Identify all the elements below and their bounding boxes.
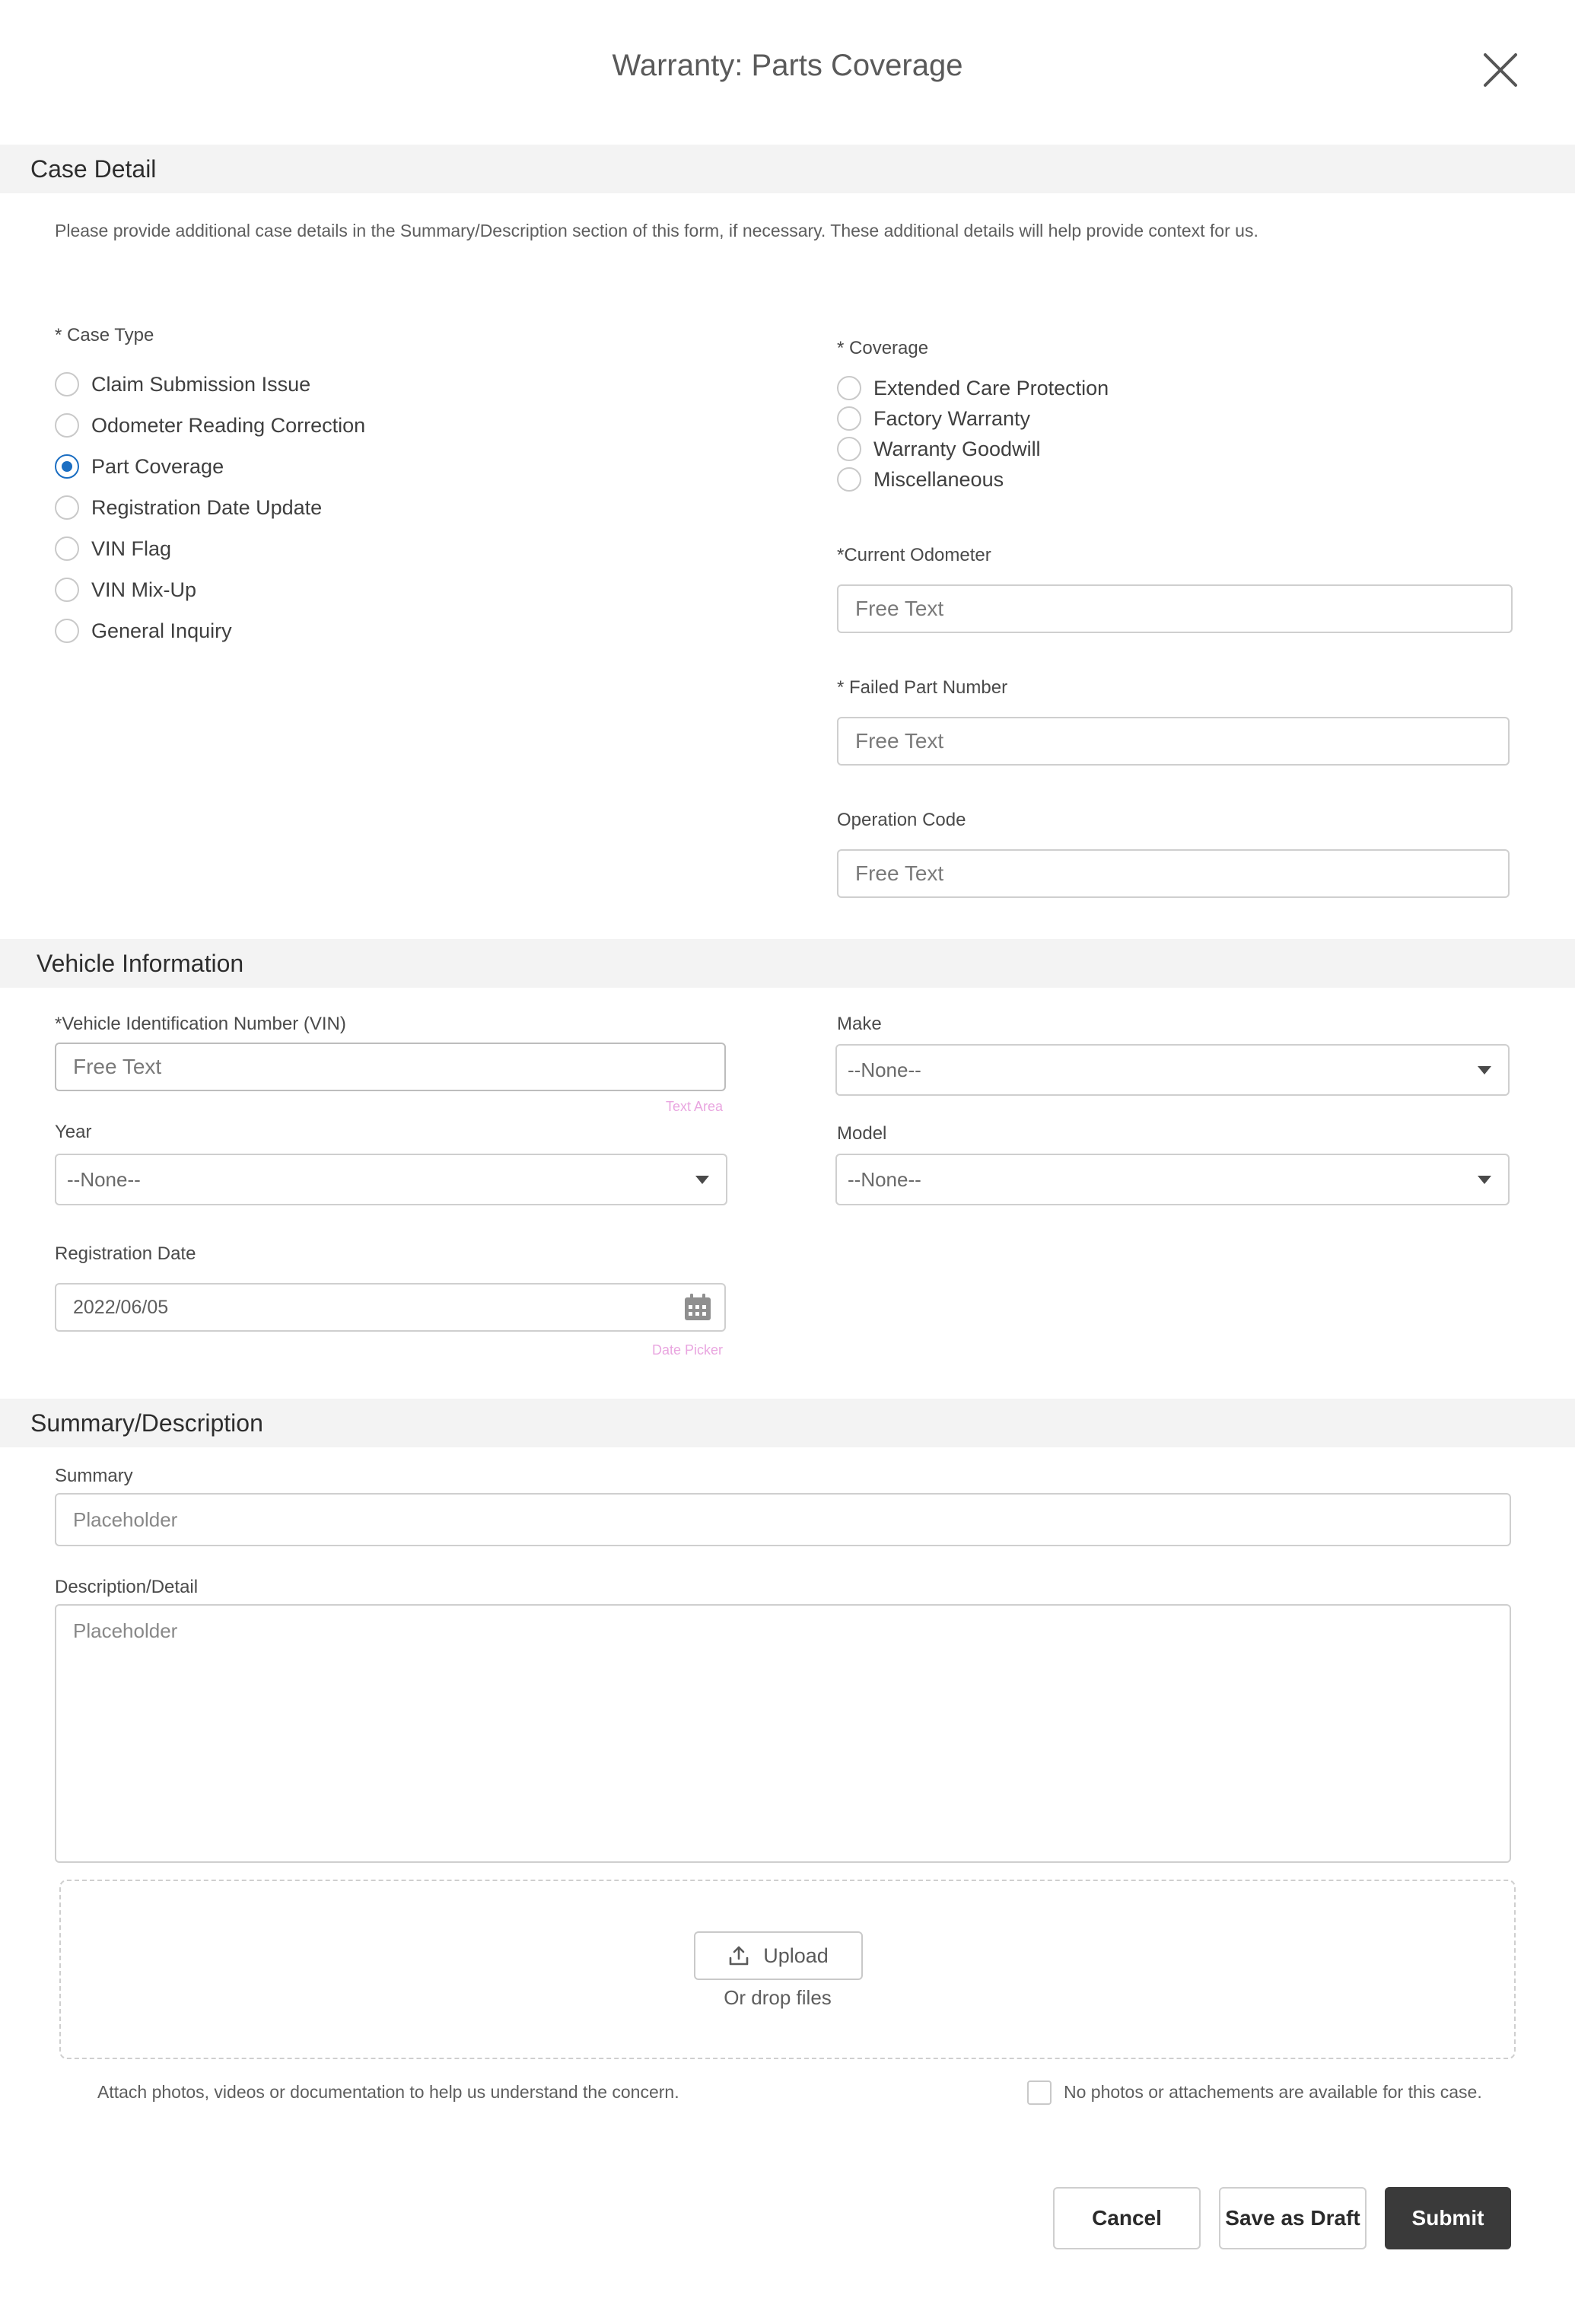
radio-button[interactable] — [55, 495, 79, 520]
radio-button[interactable] — [837, 437, 861, 461]
coverage-radio-group — [837, 373, 1109, 495]
registration-date-label: Registration Date — [55, 1243, 196, 1264]
summary-input[interactable] — [55, 1493, 1511, 1546]
date-picker-hint: Date Picker — [651, 1342, 723, 1358]
select-value: --None-- — [67, 1167, 141, 1191]
radio-vin-mix-up[interactable] — [55, 569, 365, 610]
select-value: --None-- — [848, 1167, 921, 1191]
radio-label: General Inquiry — [91, 619, 232, 642]
chevron-down-icon — [1478, 1176, 1491, 1184]
model-label: Model — [837, 1123, 887, 1144]
radio-label: Extended Care Protection — [873, 376, 1109, 400]
chevron-down-icon — [1478, 1066, 1491, 1074]
radio-label: Registration Date Update — [91, 495, 323, 519]
upload-icon — [728, 1945, 749, 1966]
radio-factory-warranty[interactable] — [837, 403, 1109, 434]
year-select[interactable] — [55, 1154, 727, 1205]
section-title-summary-description: Summary/Description — [30, 1409, 263, 1437]
select-value: --None-- — [848, 1058, 921, 1081]
radio-label: Odometer Reading Correction — [91, 413, 366, 437]
drop-files-text: Or drop files — [724, 1986, 832, 2009]
radio-extended-care-protection[interactable] — [837, 373, 1109, 403]
case-type-label: * Case Type — [55, 325, 154, 345]
radio-button[interactable] — [837, 467, 861, 492]
radio-label: Part Coverage — [91, 454, 224, 478]
submit-button[interactable]: Submit — [1385, 2187, 1511, 2249]
case-detail-intro: Please provide additional case details in the Summary/Description section of this form, if necessary. These additional details will help provide context for us. — [55, 221, 1258, 240]
year-label: Year — [55, 1122, 92, 1142]
radio-miscellaneous[interactable] — [837, 464, 1109, 495]
input-placeholder: Free Text — [855, 729, 944, 753]
radio-registration-date-update[interactable] — [55, 487, 365, 528]
make-label: Make — [837, 1014, 882, 1034]
summary-label: Summary — [55, 1466, 133, 1486]
no-attachments-checkbox[interactable] — [1027, 2080, 1052, 2105]
input-placeholder: Free Text — [73, 1055, 162, 1078]
failed-part-number-label: * Failed Part Number — [837, 677, 1008, 698]
input-placeholder: Placeholder — [73, 1507, 178, 1531]
case-detail-header — [0, 145, 1575, 193]
save-as-draft-button[interactable]: Save as Draft — [1219, 2187, 1367, 2249]
radio-label: Miscellaneous — [873, 467, 1004, 491]
radio-claim-submission-issue[interactable] — [55, 364, 365, 405]
vin-input[interactable] — [55, 1043, 726, 1091]
description-textarea[interactable] — [55, 1604, 1511, 1863]
radio-button[interactable] — [55, 578, 79, 602]
radio-label: Warranty Goodwill — [873, 437, 1041, 460]
radio-part-coverage[interactable] — [55, 446, 365, 487]
radio-button[interactable] — [837, 376, 861, 400]
radio-odometer-reading-correction[interactable] — [55, 405, 365, 446]
radio-vin-flag[interactable] — [55, 528, 365, 569]
failed-part-number-input[interactable] — [837, 717, 1510, 766]
calendar-button[interactable] — [683, 1293, 712, 1322]
coverage-label: * Coverage — [837, 338, 929, 358]
case-type-radio-group — [55, 364, 365, 651]
radio-button[interactable] — [55, 619, 79, 643]
registration-date-input[interactable] — [55, 1283, 726, 1332]
radio-button[interactable] — [55, 372, 79, 396]
vin-label: *Vehicle Identification Number (VIN) — [55, 1014, 346, 1034]
section-title-case-detail: Case Detail — [30, 155, 157, 183]
description-label: Description/Detail — [55, 1577, 199, 1597]
upload-button[interactable] — [694, 1931, 863, 1980]
radio-button[interactable] — [55, 413, 79, 438]
vehicle-information-header — [0, 939, 1575, 988]
radio-label: Factory Warranty — [873, 406, 1031, 430]
radio-label: VIN Flag — [91, 536, 172, 560]
vin-hint: Text Area — [665, 1099, 723, 1114]
summary-description-header — [0, 1399, 1575, 1447]
radio-label: VIN Mix-Up — [91, 578, 197, 601]
date-value: 2022/06/05 — [73, 1296, 169, 1318]
textarea-placeholder: Placeholder — [73, 1619, 178, 1642]
calendar-icon — [683, 1293, 712, 1322]
close-icon — [1479, 49, 1522, 91]
chevron-down-icon — [695, 1176, 709, 1184]
current-odometer-input[interactable] — [837, 584, 1513, 633]
radio-general-inquiry[interactable] — [55, 610, 365, 651]
model-select[interactable] — [835, 1154, 1510, 1205]
close-button[interactable] — [1479, 49, 1522, 91]
radio-button[interactable] — [55, 536, 79, 561]
current-odometer-label: *Current Odometer — [837, 545, 991, 565]
section-title-vehicle-information: Vehicle Information — [37, 950, 244, 977]
operation-code-label: Operation Code — [837, 810, 966, 830]
radio-label: Claim Submission Issue — [91, 372, 311, 396]
make-select[interactable] — [835, 1044, 1510, 1096]
attach-note: Attach photos, videos or documentation to help us understand the concern. — [97, 2082, 679, 2102]
operation-code-input[interactable] — [837, 849, 1510, 898]
upload-button-label: Upload — [763, 1944, 829, 1967]
page-title: Warranty: Parts Coverage — [612, 49, 963, 82]
radio-warranty-goodwill[interactable] — [837, 434, 1109, 464]
no-attachments-label: No photos or attachements are available for this case. — [1064, 2082, 1482, 2102]
radio-button-selected[interactable] — [55, 454, 79, 479]
input-placeholder: Free Text — [855, 597, 944, 620]
cancel-button[interactable]: Cancel — [1053, 2187, 1201, 2249]
radio-button[interactable] — [837, 406, 861, 431]
input-placeholder: Free Text — [855, 861, 944, 885]
